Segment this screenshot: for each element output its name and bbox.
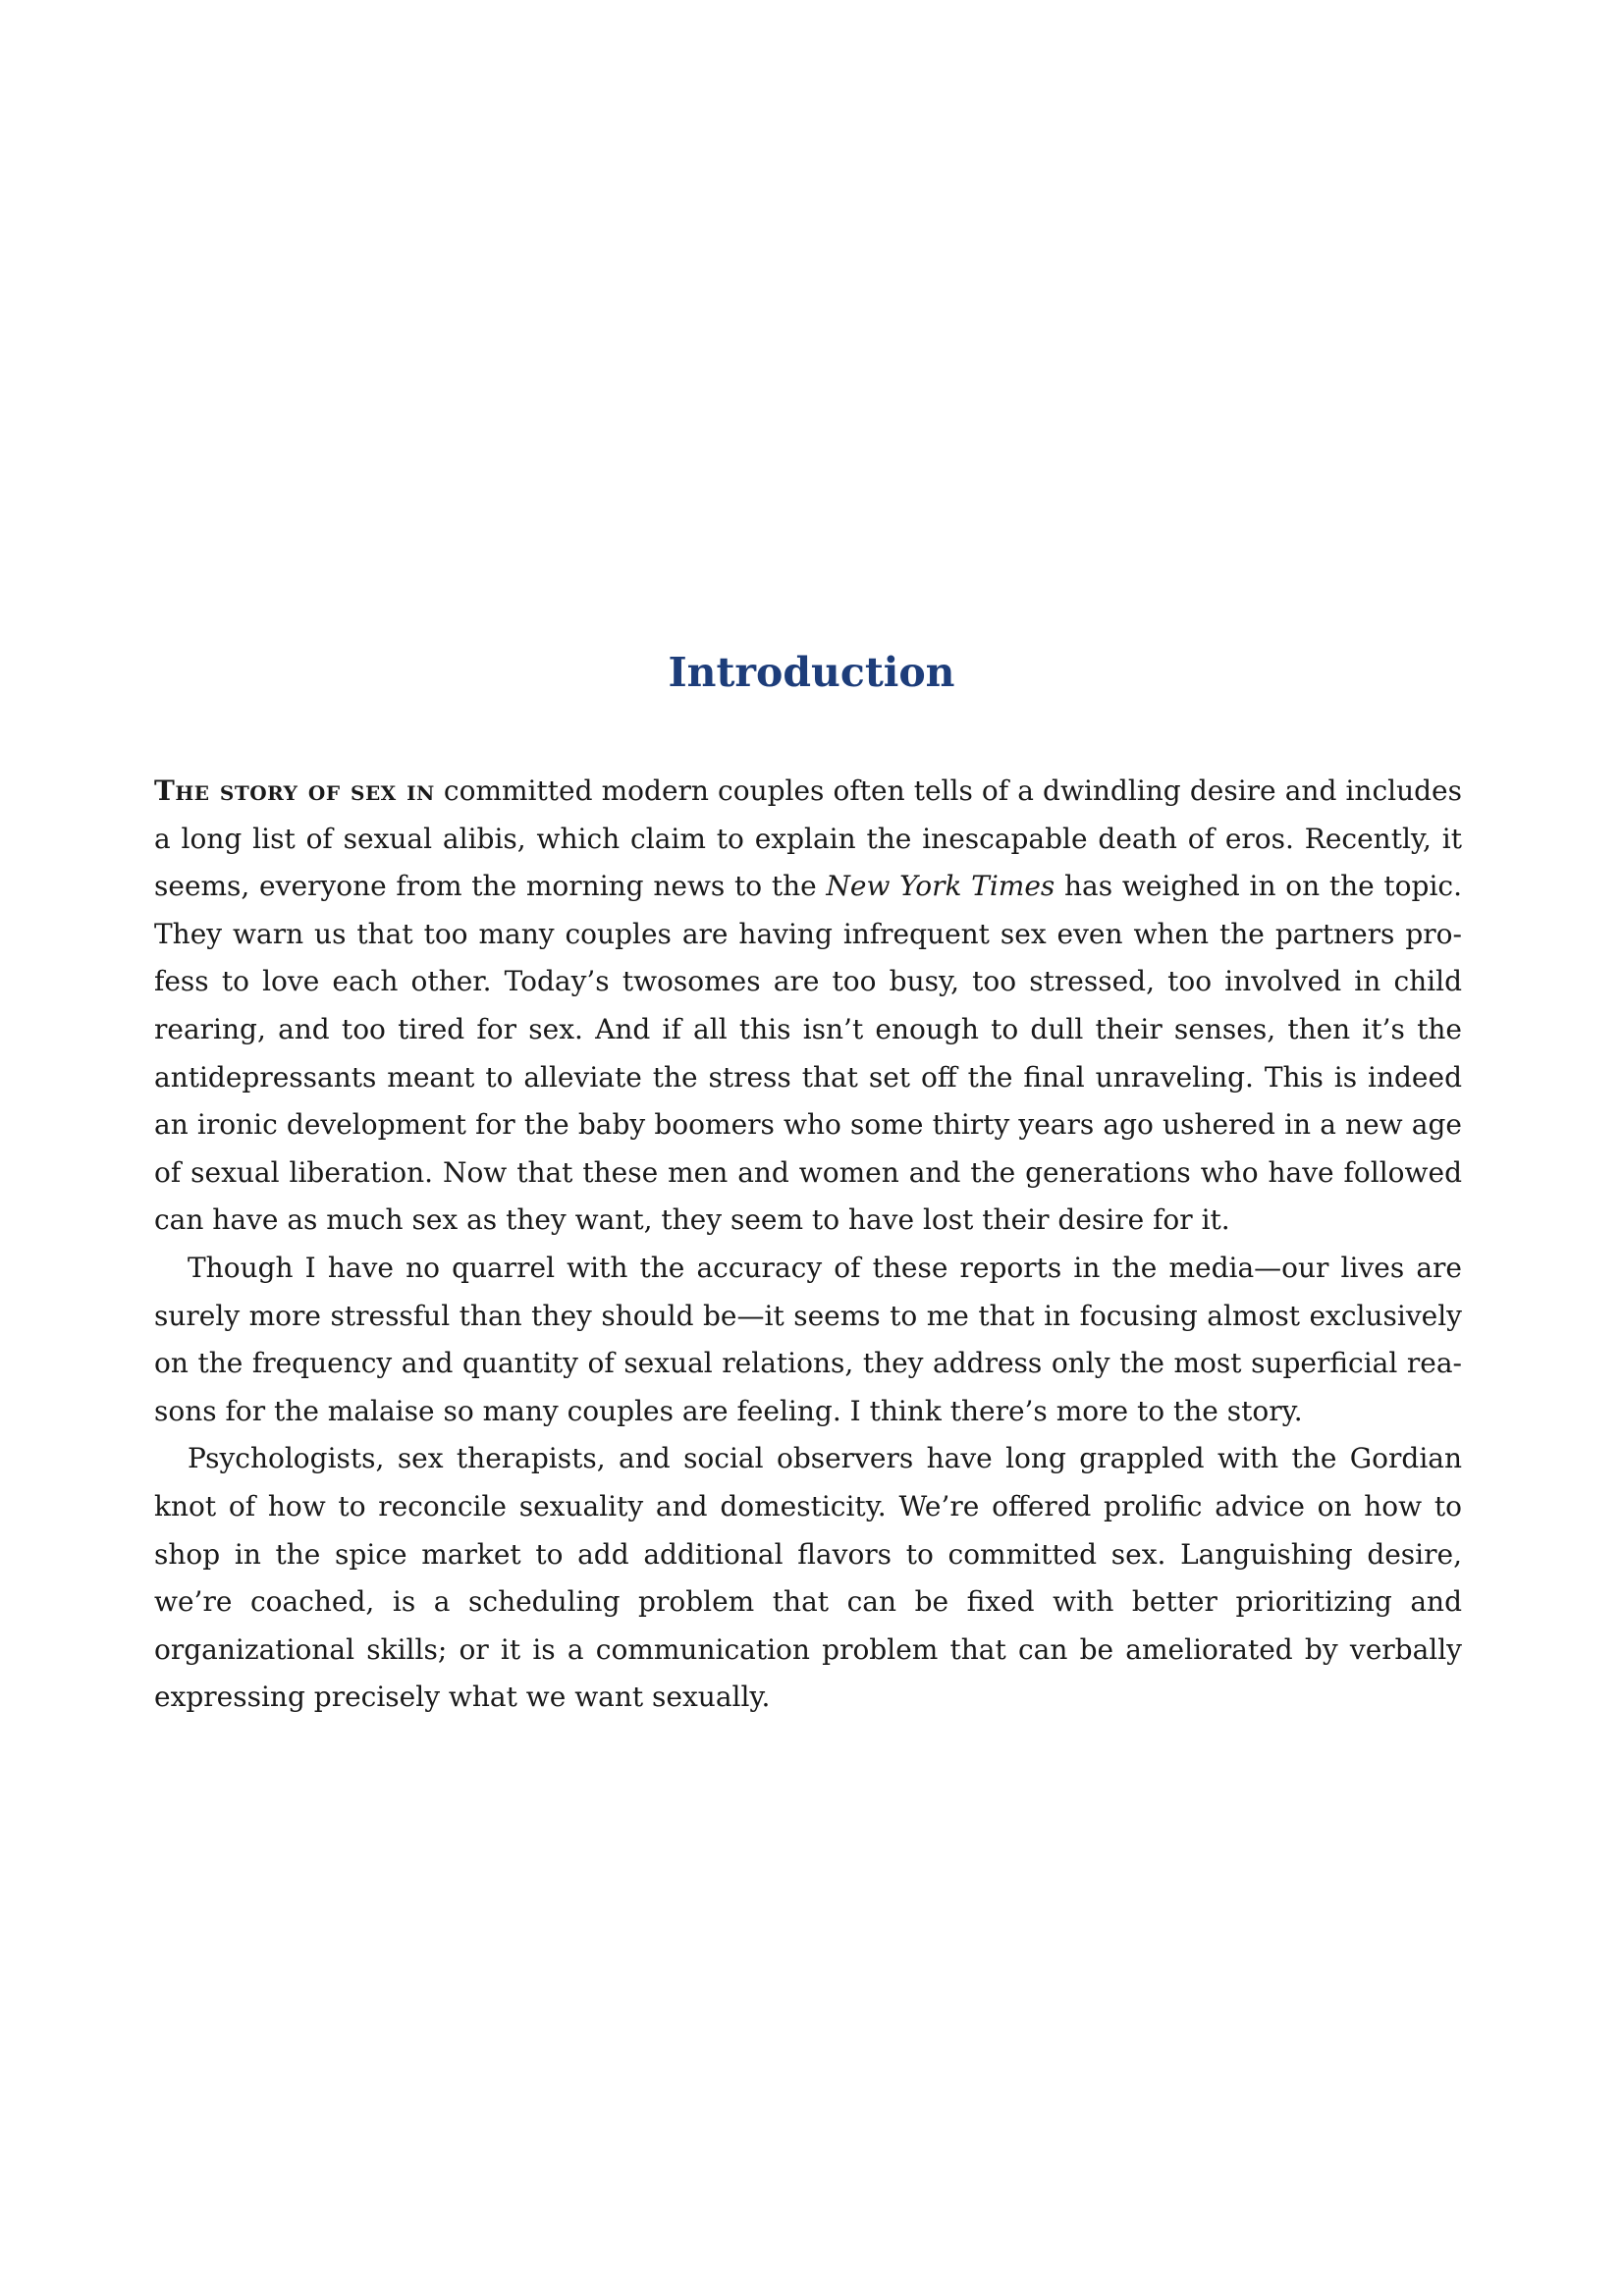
- body-text: [154, 768, 1462, 1722]
- newspaper-title: New York Times: [826, 870, 1055, 903]
- chapter-title: Introduction: [668, 649, 955, 697]
- paragraph-2: Though I have no quarrel with the accuracy of these reports in the media—our lives are surely more stressful than they should be—it seems to me that in focusing almost exclusively on the frequency and quantity of sexual relations, they address only the most superficial reasons for the malaise so many couples are feeling. I think there’s more to the story.: [154, 1251, 1462, 1427]
- lead-in-small-caps: The story of sex in: [154, 774, 435, 807]
- paragraph-1: [154, 768, 1462, 1245]
- paragraph-3: Psychologists, sex therapists, and social observers have long grappled with the Gordian knot of how to reconcile sexuality and domesticity. We’re offered prolific advice on how to shop in the spice market to add additional flavors to committed sex. Languishing desire, we’re coached, is a scheduling problem that can be fixed with better prioritizing and organizational skills; or it is a communication problem that can be ameliorated by verbally expressing precisely what we want sexually.: [154, 1442, 1462, 1714]
- paragraph-1-text-a: committed modern couples often tells of a dwindling desire and includes a long list of sexual alibis, which claim to explain the inescapable death of eros. Recently, it seems, everyone from the morning news to the: [154, 774, 1462, 903]
- paragraph-1-text-b: has weighed in on the topic. They warn us that too many couples are having infrequent sex even when the partners profess to love each other. Today’s twosomes are too busy, too stressed, too involved in child rearing, and too tired for sex. And if all this isn’t enough to dull their senses, then it’s the antidepressants meant to alleviate the stress that set off the final unraveling. This is indeed an ironic development for the baby boomers who some thirty years ago ushered in a new age of sexual liberation. Now that these men and women and the generations who have followed can have as much sex as they want, they seem to have lost their desire for it.: [154, 870, 1462, 1237]
